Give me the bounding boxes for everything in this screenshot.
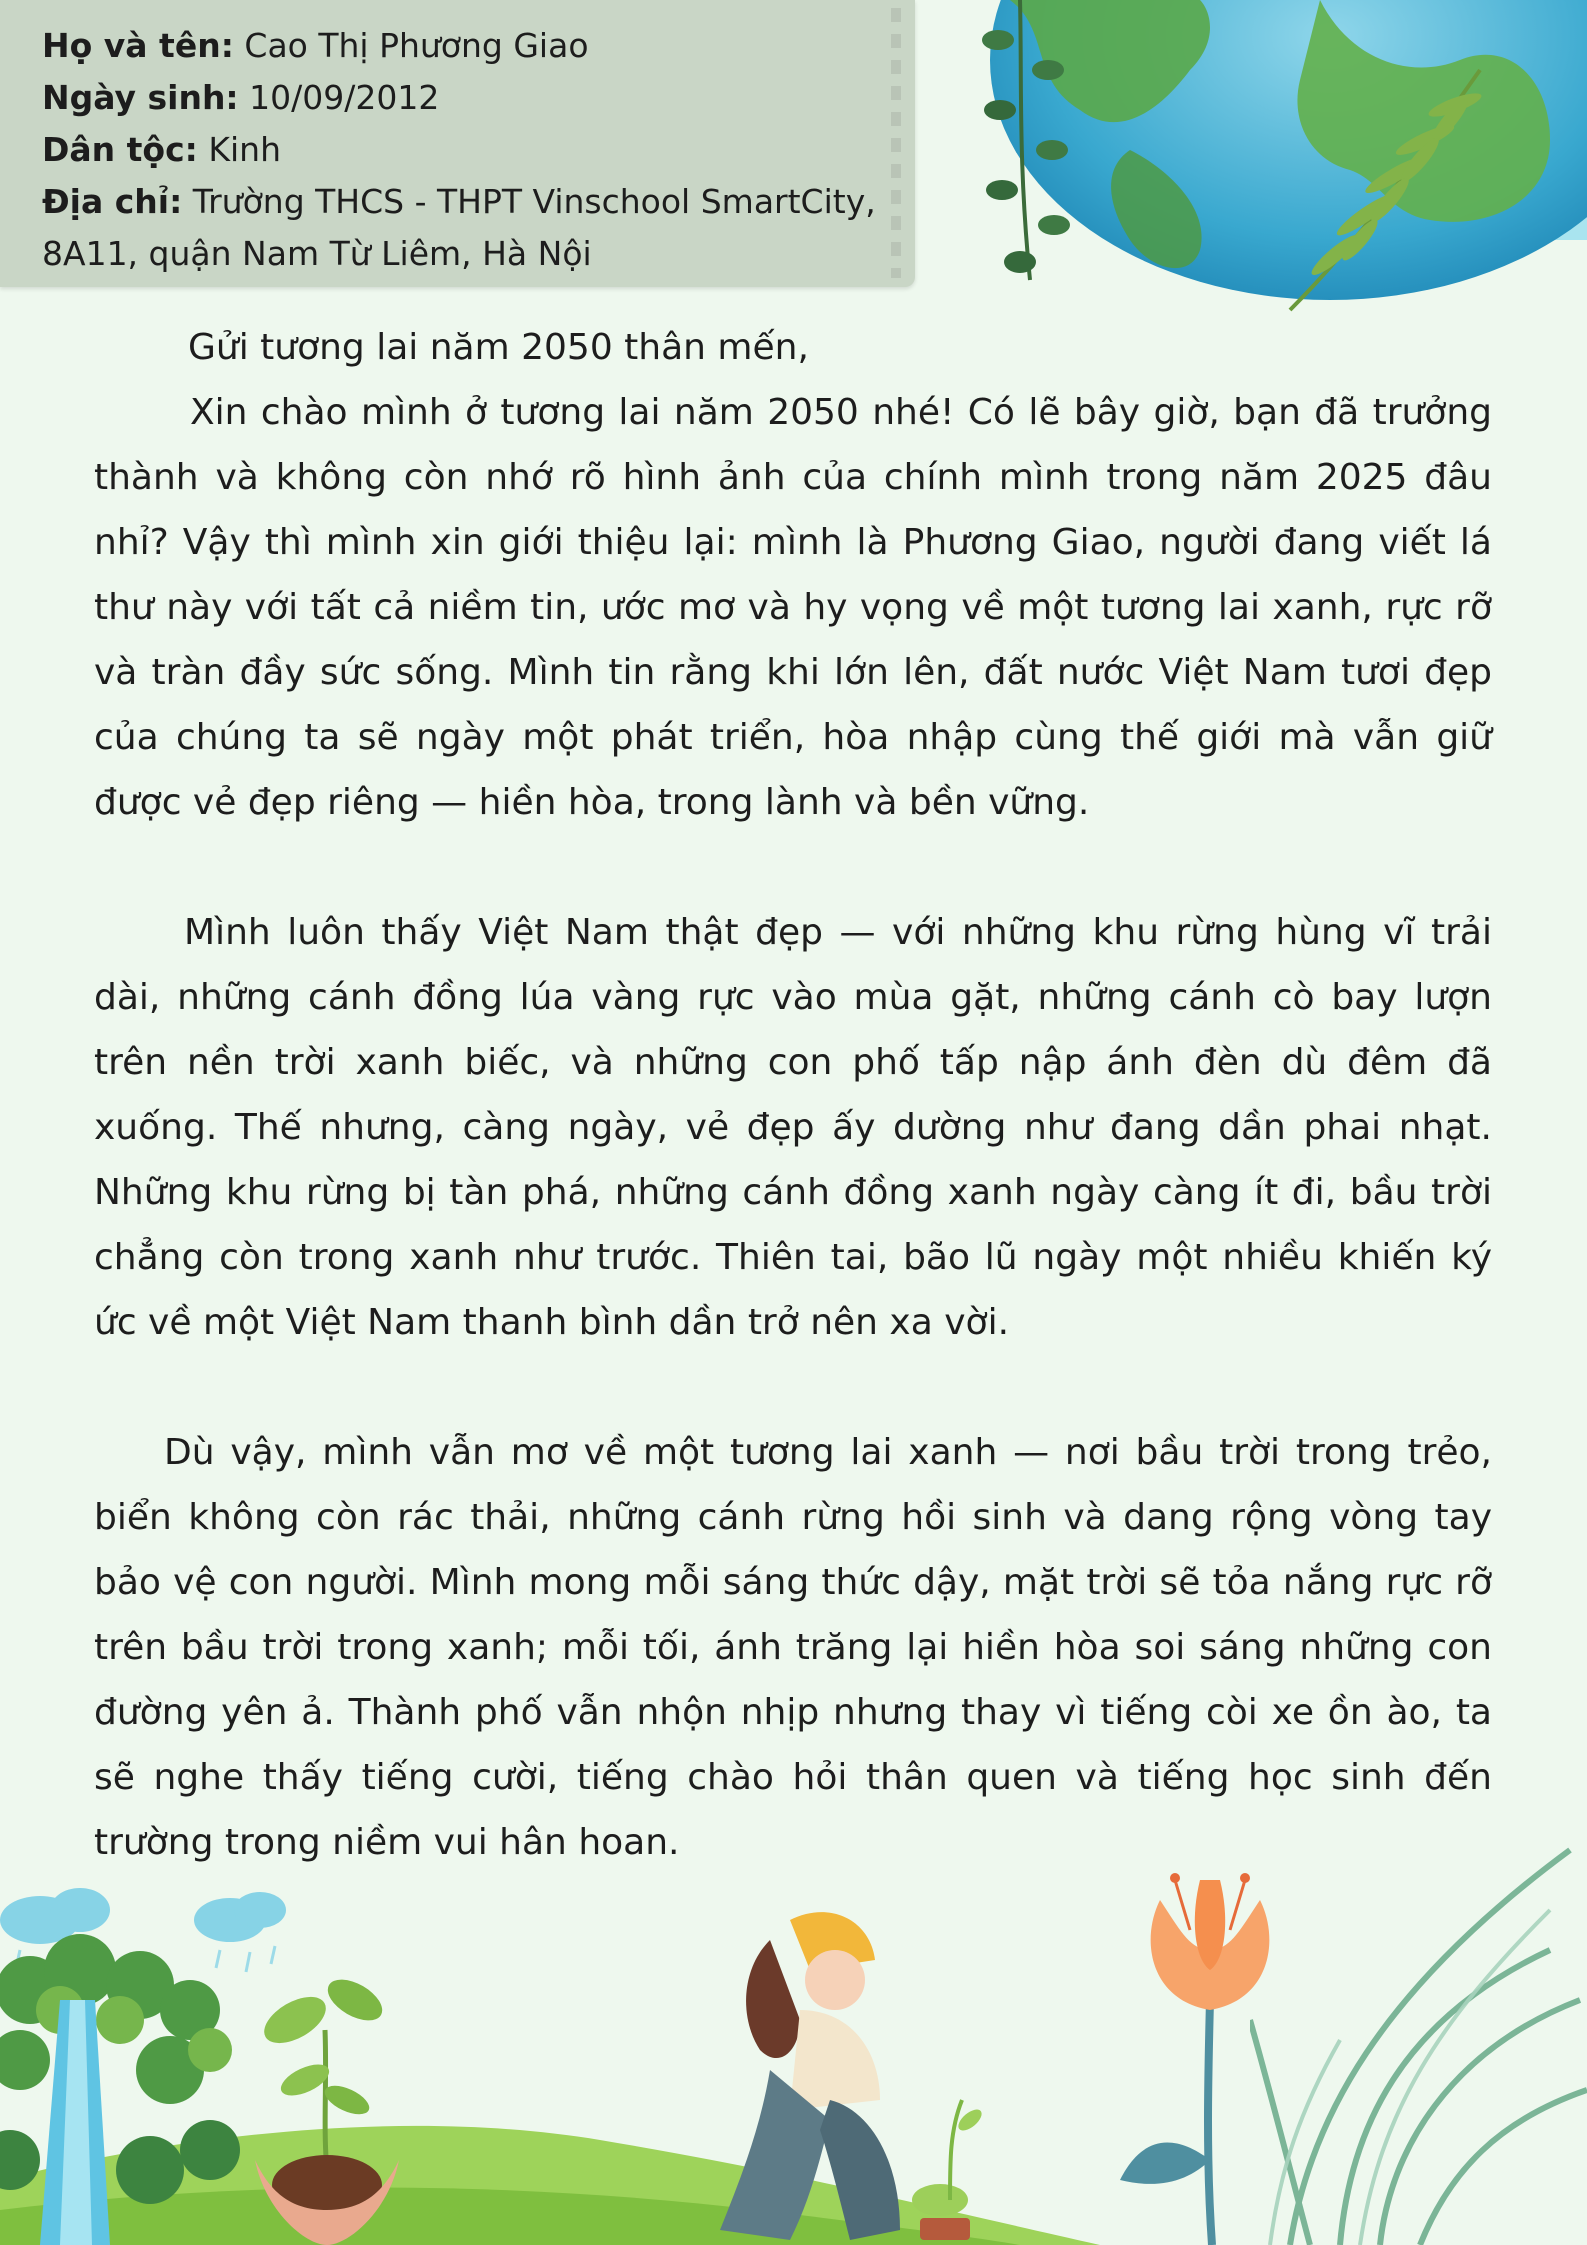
address-row: [42, 176, 882, 228]
letter-paragraph-3: Dù vậy, mình vẫn mơ về một tương lai xanh — nơi bầu trời trong trẻo, biển không còn rác thải, những cánh rừng hồi sinh và dang rộng vòng tay bảo vệ con người. Mình mong mỗi sáng thức dậy, mặt trời sẽ tỏa nắng rực rỡ trên bầu trời trong xanh; mỗi tối, ánh trăng lại hiền hòa soi sáng những con đường yên ả. Thành phố vẫn nhộn nhịp nhưng thay vì tiếng còi xe ồn ào, ta sẽ nghe thấy tiếng cười, tiếng chào hỏi thân quen và tiếng học sinh đến trường trong niềm vui hân hoan.: [94, 1432, 1492, 1863]
letter-body: [94, 315, 1492, 1875]
dob-value: 10/09/2012: [249, 78, 440, 117]
ethnicity-value: Kinh: [208, 130, 281, 169]
letter-greeting: Gửi tương lai năm 2050 thân mến,: [188, 327, 809, 368]
name-row: [42, 20, 882, 72]
letter-paragraph-1: Xin chào mình ở tương lai năm 2050 nhé! Có lẽ bây giờ, bạn đã trưởng thành và không còn nhớ rõ hình ảnh của chính mình trong năm 2025 đâu nhỉ? Vậy thì mình xin giới thiệu lại: mình là Phương Giao, người đang viết lá thư này với tất cả niềm tin, ước mơ và hy vọng về một tương lai xanh, rực rỡ và tràn đầy sức sống. Mình tin rằng khi lớn lên, đất nước Việt Nam tươi đẹp của chúng ta sẽ ngày một phát triển, hòa nhập cùng thế giới mà vẫn giữ được vẻ đẹp riêng — hiền hòa, trong lành và bền vững.: [94, 392, 1492, 823]
waterfall-forest-illustration: [0, 1930, 260, 2245]
dob-label: Ngày sinh:: [42, 78, 239, 117]
name-label: Họ và tên:: [42, 26, 234, 65]
name-value: Cao Thị Phương Giao: [244, 26, 589, 65]
ethnicity-row: [42, 124, 882, 176]
grass-blades-illustration: [1250, 1790, 1587, 2245]
gardener-girl-illustration: [650, 1900, 990, 2245]
address-label: Địa chỉ:: [42, 182, 183, 221]
hands-sapling-illustration: [235, 1960, 415, 2245]
student-info-card: [0, 0, 915, 287]
ethnicity-label: Dân tộc:: [42, 130, 198, 169]
fern-illustration: [1250, 60, 1500, 320]
address-value-line1: Trường THCS - THPT Vinschool SmartCity,: [192, 182, 876, 221]
letter-paragraph-2: Mình luôn thấy Việt Nam thật đẹp — với những khu rừng hùng vĩ trải dài, những cánh đồng lúa vàng rực vào mùa gặt, những cánh cò bay lượn trên nền trời xanh biếc, và những con phố tấp nập ánh đèn dù đêm đã xuống. Thế nhưng, càng ngày, vẻ đẹp ấy dường như đang dần phai nhạt. Những khu rừng bị tàn phá, những cánh đồng xanh ngày càng ít đi, bầu trời chẳng còn trong xanh như trước. Thiên tai, bão lũ ngày một nhiều khiến ký ức về một Việt Nam thanh bình dần trở nên xa vời.: [94, 912, 1492, 1343]
dob-row: [42, 72, 882, 124]
address-row-continued: [42, 228, 882, 280]
student-info-lines: [42, 20, 882, 280]
hanging-vine-illustration: [960, 0, 1100, 290]
address-value-line2: 8A11, quận Nam Từ Liêm, Hà Nội: [42, 234, 592, 273]
